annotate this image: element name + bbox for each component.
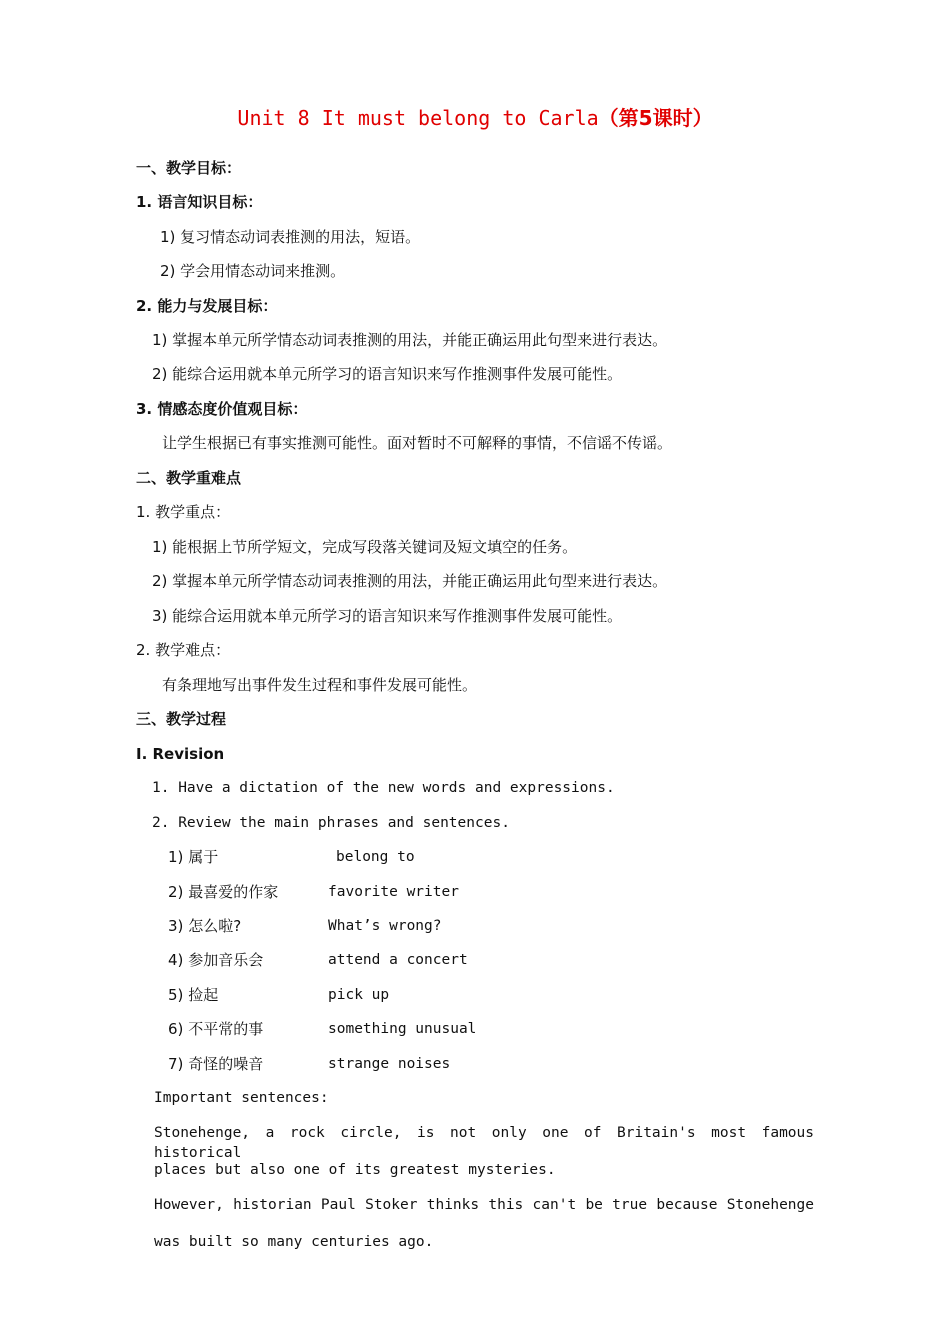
heading-knowledge: 1. 语言知识目标：: [136, 193, 263, 211]
phrase-num: 1): [168, 848, 184, 866]
list-item: 2) 能综合运用就本单元所学习的语言知识来写作推测事件发展可能性。: [152, 365, 623, 383]
heading-key-points: 二、教学重难点: [136, 469, 242, 487]
phrase-en: strange noises: [328, 1056, 451, 1072]
phrase-num: 2): [168, 883, 184, 901]
title-main: Unit 8 It must belong to Carla: [237, 106, 599, 130]
phrase-cn: 最喜爱的作家: [188, 883, 279, 901]
phrase-num: 3): [168, 917, 184, 935]
sentence-line: Stonehenge, a rock circle, is not only one of Britain's most famous historical: [154, 1125, 814, 1161]
paragraph: 让学生根据已有事实推测可能性。面对暂时不可解释的事情，不信谣不传谣。: [162, 434, 673, 452]
phrase-num: 5): [168, 986, 184, 1004]
phrase-row: [168, 882, 278, 902]
phrase-num: 4): [168, 951, 184, 969]
list-item: 2. Review the main phrases and sentences.: [152, 815, 510, 831]
phrase-row: [168, 985, 218, 1005]
paragraph: 有条理地写出事件发生过程和事件发展可能性。: [162, 676, 478, 694]
phrase-cn: 属于: [188, 848, 219, 866]
phrase-en: attend a concert: [328, 952, 468, 968]
list-item: 2) 掌握本单元所学情态动词表推测的用法，并能正确运用此句型来进行表达。: [152, 572, 668, 590]
heading-revision: Ⅰ. Revision: [136, 745, 225, 763]
phrase-en: pick up: [328, 987, 390, 1003]
sentence-line: was built so many centuries ago.: [154, 1234, 434, 1250]
list-item: 1. Have a dictation of the new words and expressions.: [152, 780, 615, 796]
phrase-row: [168, 950, 263, 970]
phrase-row: [168, 1019, 263, 1039]
sentence-line: However, historian Paul Stoker thinks this can't be true because Stonehenge: [154, 1197, 814, 1213]
phrase-en: favorite writer: [328, 884, 459, 900]
phrase-num: 6): [168, 1020, 184, 1038]
subheading-difficulty: 2. 教学难点：: [136, 641, 231, 659]
phrase-cn: 不平常的事: [188, 1020, 264, 1038]
sentence-line: places but also one of its greatest mysteries.: [154, 1162, 556, 1178]
heading-attitude: 3. 情感态度价值观目标：: [136, 400, 308, 418]
phrase-cn: 怎么啦?: [188, 917, 242, 935]
list-item: 1) 掌握本单元所学情态动词表推测的用法，并能正确运用此句型来进行表达。: [152, 331, 668, 349]
list-item: 1) 能根据上节所学短文，完成写段落关键词及短文填空的任务。: [152, 538, 578, 556]
phrase-cn: 参加音乐会: [188, 951, 264, 969]
heading-process: 三、教学过程: [136, 710, 227, 728]
list-item: 2) 学会用情态动词来推测。: [160, 262, 346, 280]
phrase-en: belong to: [336, 849, 415, 865]
phrase-row: [168, 1054, 263, 1074]
phrase-cn: 捡起: [188, 986, 219, 1004]
phrase-row: [168, 916, 241, 936]
phrase-en: What’s wrong?: [328, 918, 442, 934]
list-item: 3) 能综合运用就本单元所学习的语言知识来写作推测事件发展可能性。: [152, 607, 623, 625]
phrase-en: something unusual: [328, 1021, 477, 1037]
document-title: [0, 104, 950, 132]
list-item: 1) 复习情态动词表推测的用法，短语。: [160, 228, 421, 246]
phrase-cn: 奇怪的噪音: [188, 1055, 264, 1073]
subheading-focus: 1. 教学重点：: [136, 503, 231, 521]
phrase-num: 7): [168, 1055, 184, 1073]
phrase-row: [168, 847, 218, 867]
heading-objectives: 一、教学目标：: [136, 159, 242, 177]
heading-ability: 2. 能力与发展目标：: [136, 297, 278, 315]
important-label: Important sentences:: [154, 1090, 329, 1106]
title-lesson: （第5课时）: [598, 106, 713, 130]
